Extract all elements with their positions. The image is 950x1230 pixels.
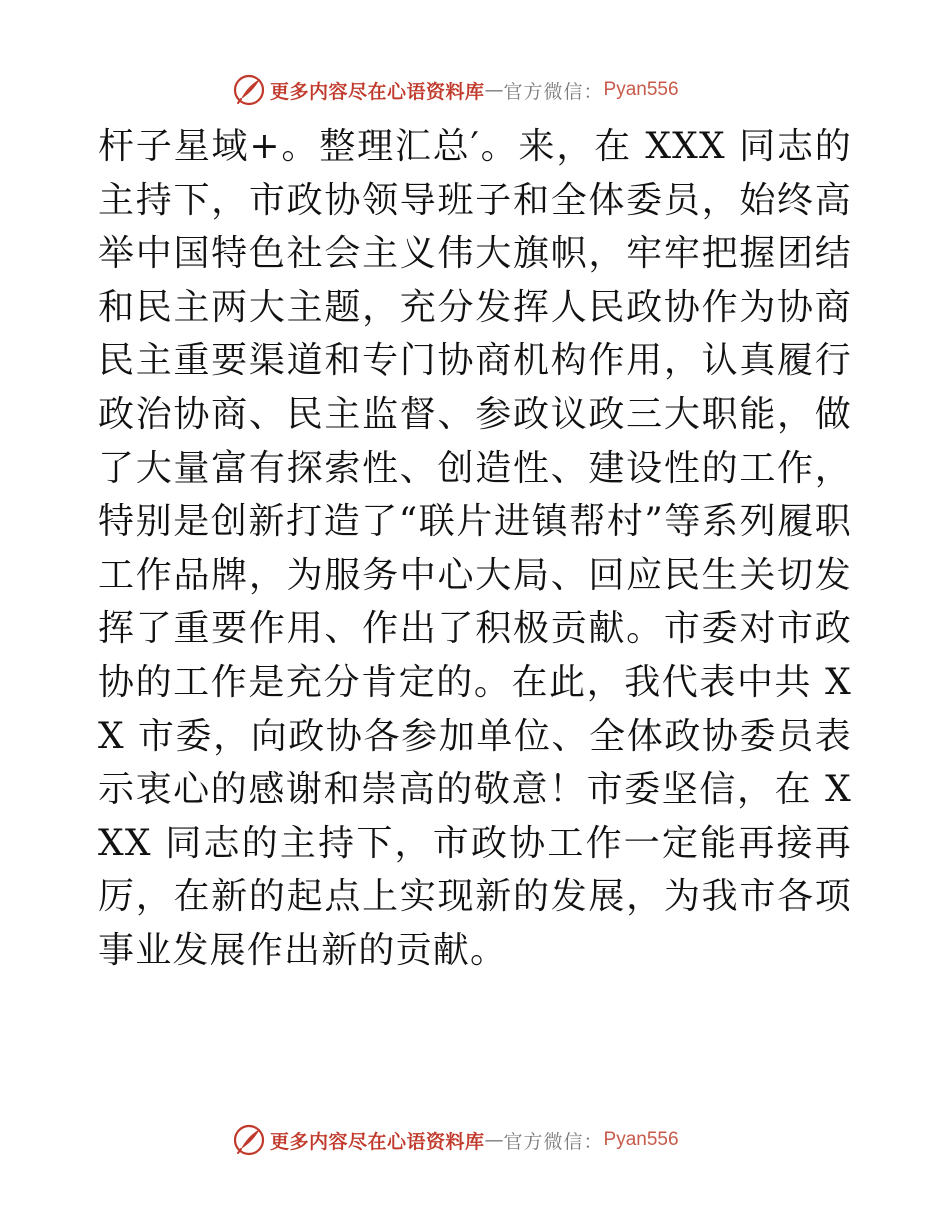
header-wechat-label: 官方微信：	[503, 80, 604, 103]
header-separator: —	[484, 79, 504, 101]
header-brand-text: 更多内容尽在心语资料库	[270, 80, 485, 103]
quill-pen-logo-icon	[232, 73, 266, 107]
header-watermark-banner	[232, 70, 679, 110]
document-paragraph: 杆子星域+。整理汇总′。来，在 XXX 同志的主持下，市政协领导班子和全体委员，始终高举中国特色社会主义伟大旗帜，牢牢把握团结和民主两大主题，充分发挥人民政协作为协商民主重要渠道和专门协商机构作用，认真履行政治协商、民主监督、参政议政三大职能，做了大量富有探索性、创造性、建设性的工作，特别是创新打造了“联片进镇帮村”等系列履职工作品牌，为服务中心大局、回应民生关切发挥了重要作用、作出了积极贡献。市委对市政协的工作是充分肯定的。在此，我代表中共 XX 市委，向政协各参加单位、全体政协委员表示衷心的感谢和崇高的敬意！市委坚信，在 XXX 同志的主持下，市政协工作一定能再接再厉，在新的起点上实现新的发展，为我市各项事业发展作出新的贡献。	[98, 126, 852, 971]
header-wechat-id: Pyan556	[603, 79, 679, 100]
footer-wechat-id: Pyan556	[603, 1129, 679, 1150]
footer-separator: —	[484, 1129, 504, 1151]
quill-pen-logo-icon	[232, 1123, 266, 1157]
footer-wechat-label: 官方微信：	[503, 1130, 604, 1153]
footer-watermark-banner	[232, 1120, 679, 1160]
footer-brand-text: 更多内容尽在心语资料库	[270, 1130, 485, 1153]
